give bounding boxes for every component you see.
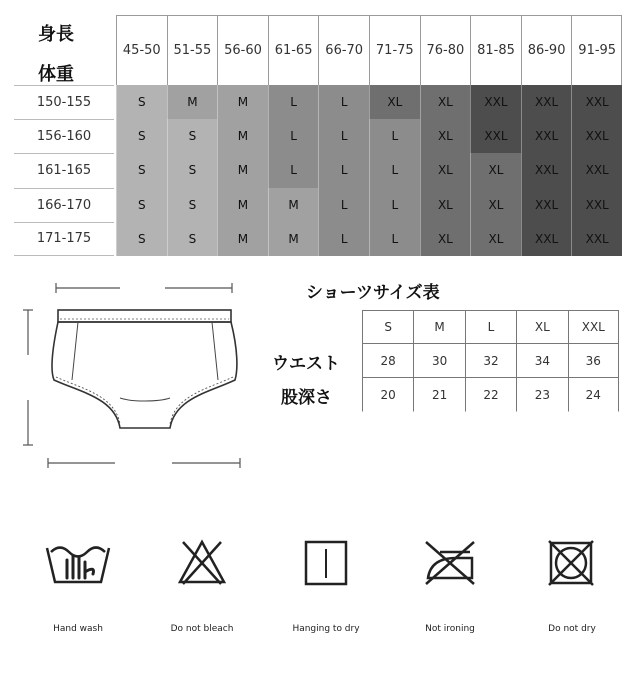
weight-range-header: 86-90 — [521, 15, 572, 85]
size-cell: L — [369, 153, 420, 187]
shorts-measure-cell: 21 — [413, 378, 464, 412]
size-cell: M — [268, 222, 319, 256]
weight-range-header: 45-50 — [116, 15, 167, 85]
shorts-measure-cell: 20 — [362, 378, 413, 412]
size-cell: XXL — [571, 85, 622, 119]
shorts-measure-cell: 36 — [568, 344, 619, 378]
hang-dry-label: Hanging to dry — [292, 624, 360, 634]
size-cell: XL — [369, 85, 420, 119]
shorts-size-header: XL — [516, 310, 567, 344]
size-cell: XXL — [571, 222, 622, 256]
height-range-label: 161-165 — [14, 153, 114, 187]
size-cell: L — [318, 222, 369, 256]
size-cell: S — [116, 85, 167, 119]
size-cell: XXL — [521, 85, 572, 119]
weight-range-header: 71-75 — [369, 15, 420, 85]
shorts-size-header: M — [413, 310, 464, 344]
shorts-measure-cell: 34 — [516, 344, 567, 378]
do-not-iron-label: Not ironing — [425, 624, 475, 634]
shorts-measure-cell: 23 — [516, 378, 567, 412]
shorts-measure-cell: 24 — [568, 378, 619, 412]
weight-range-header: 91-95 — [571, 15, 622, 85]
height-range-label: 150-155 — [14, 85, 114, 119]
hang-dry-icon — [303, 538, 349, 588]
weight-range-header: 51-55 — [167, 15, 218, 85]
size-cell: S — [116, 188, 167, 222]
size-cell: XXL — [571, 119, 622, 153]
size-cell: XL — [470, 188, 521, 222]
size-cell: L — [318, 153, 369, 187]
do-not-tumble-dry-icon — [546, 538, 596, 588]
weight-range-header: 61-65 — [268, 15, 319, 85]
size-cell: XL — [420, 222, 471, 256]
do-not-iron-icon — [422, 538, 478, 588]
size-cell: XL — [470, 222, 521, 256]
size-cell: XXL — [521, 222, 572, 256]
size-cell: M — [217, 85, 268, 119]
size-cell: L — [369, 119, 420, 153]
size-cell: L — [268, 153, 319, 187]
size-cell: M — [217, 153, 268, 187]
shorts-size-header: S — [362, 310, 413, 344]
size-cell: S — [116, 119, 167, 153]
height-range-label: 156-160 — [14, 119, 114, 153]
shorts-size-header: XXL — [568, 310, 619, 344]
rise-label: 股深さ — [281, 388, 332, 408]
size-cell: L — [318, 188, 369, 222]
size-cell: S — [167, 153, 218, 187]
size-cell: S — [167, 188, 218, 222]
size-cell: XXL — [521, 188, 572, 222]
shorts-size-header: L — [465, 310, 516, 344]
size-cell: L — [369, 222, 420, 256]
weight-label: 体重 — [38, 64, 74, 85]
size-cell: XL — [420, 188, 471, 222]
height-range-label: 171-175 — [14, 222, 114, 256]
size-cell: L — [318, 85, 369, 119]
shorts-measure-cell: 30 — [413, 344, 464, 378]
do-not-bleach-label: Do not bleach — [170, 624, 234, 634]
size-cell: L — [369, 188, 420, 222]
size-cell: L — [268, 85, 319, 119]
size-cell: XL — [420, 119, 471, 153]
size-cell: S — [167, 222, 218, 256]
weight-range-header: 66-70 — [318, 15, 369, 85]
size-cell: S — [116, 153, 167, 187]
size-cell: L — [318, 119, 369, 153]
size-cell: S — [167, 119, 218, 153]
size-cell: M — [167, 85, 218, 119]
do-not-tumble-dry-label: Do not dry — [548, 624, 596, 634]
size-cell: XXL — [470, 119, 521, 153]
height-label: 身長 — [38, 24, 74, 45]
size-cell: M — [217, 119, 268, 153]
waist-label: ウエスト — [272, 354, 340, 374]
shorts-measure-cell: 32 — [465, 344, 516, 378]
shorts-table-title: ショーツサイズ表 — [306, 283, 440, 303]
size-cell: L — [268, 119, 319, 153]
size-cell: M — [268, 188, 319, 222]
size-cell: M — [217, 188, 268, 222]
size-cell: XL — [420, 85, 471, 119]
size-cell: XL — [420, 153, 471, 187]
hand-wash-label: Hand wash — [53, 624, 103, 634]
size-cell: XL — [470, 153, 521, 187]
size-cell: XXL — [571, 188, 622, 222]
size-cell: M — [217, 222, 268, 256]
size-cell: XXL — [470, 85, 521, 119]
hand-wash-icon — [43, 538, 113, 588]
shorts-diagram-icon — [20, 280, 250, 470]
size-cell: S — [116, 222, 167, 256]
size-cell: XXL — [521, 119, 572, 153]
do-not-bleach-icon — [177, 538, 227, 588]
weight-range-header: 76-80 — [420, 15, 471, 85]
size-cell: XXL — [571, 153, 622, 187]
shorts-measure-cell: 22 — [465, 378, 516, 412]
size-cell: XXL — [521, 153, 572, 187]
height-range-label: 166-170 — [14, 188, 114, 222]
weight-range-header: 56-60 — [217, 15, 268, 85]
shorts-measure-cell: 28 — [362, 344, 413, 378]
weight-range-header: 81-85 — [470, 15, 521, 85]
